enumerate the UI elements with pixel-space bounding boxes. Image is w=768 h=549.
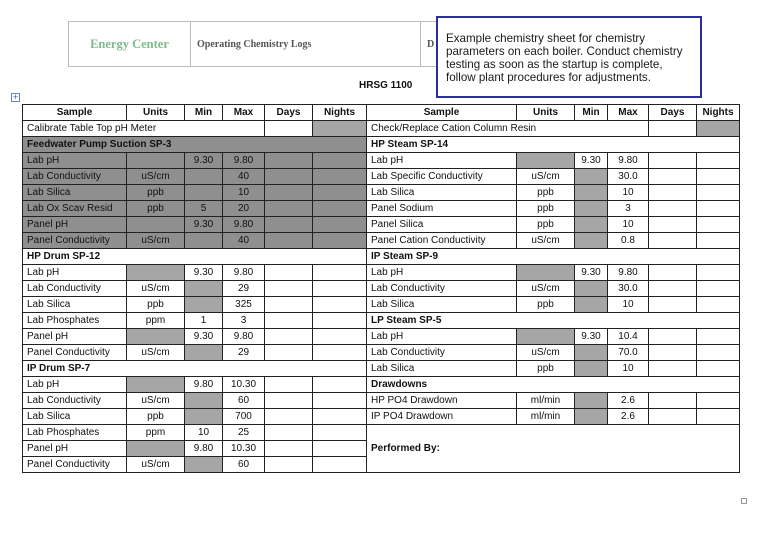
table-row <box>23 137 740 153</box>
days-entry[interactable] <box>649 361 697 377</box>
days-entry[interactable] <box>649 297 697 313</box>
sample-name: Lab Phosphates <box>23 425 127 441</box>
table-row <box>23 393 740 409</box>
nights-entry[interactable] <box>313 441 367 457</box>
sample-name: Lab Silica <box>367 185 517 201</box>
table-row <box>23 233 740 249</box>
nights-entry[interactable] <box>313 265 367 281</box>
table-row <box>23 153 740 169</box>
units-value: uS/cm <box>127 281 185 297</box>
table-header-row <box>23 105 740 121</box>
table-row <box>23 185 740 201</box>
table-row <box>23 281 740 297</box>
days-entry[interactable] <box>649 281 697 297</box>
sample-name: Lab Silica <box>23 409 127 425</box>
sample-name: Panel Conductivity <box>23 345 127 361</box>
sample-name: Lab Phosphates <box>23 313 127 329</box>
units-value: ppb <box>127 185 185 201</box>
operating-logs-title: Operating Chemistry Logs <box>191 22 421 66</box>
nights-entry[interactable] <box>313 313 367 329</box>
table-row <box>23 313 740 329</box>
table-row <box>23 121 740 137</box>
section-heading: LP Steam SP-5 <box>367 313 740 329</box>
max-value: 25 <box>223 425 265 441</box>
nights-entry[interactable] <box>697 361 740 377</box>
nights-entry[interactable] <box>313 233 367 249</box>
units-value: ppm <box>127 425 185 441</box>
min-value <box>575 281 608 297</box>
units-value: ppb <box>517 361 575 377</box>
sample-name: Panel Sodium <box>367 201 517 217</box>
units-value: uS/cm <box>127 457 185 473</box>
max-value: 9.80 <box>223 217 265 233</box>
days-entry[interactable] <box>649 393 697 409</box>
min-value <box>575 409 608 425</box>
section-heading: IP Steam SP-9 <box>367 249 740 265</box>
max-value: 9.80 <box>223 153 265 169</box>
min-value: 9.30 <box>185 265 223 281</box>
max-value: 10 <box>608 185 649 201</box>
max-value: 2.6 <box>608 409 649 425</box>
min-value <box>185 169 223 185</box>
min-value: 9.80 <box>185 377 223 393</box>
max-value: 0.8 <box>608 233 649 249</box>
min-value: 9.80 <box>185 441 223 457</box>
section-heading: IP Drum SP-7 <box>23 361 367 377</box>
sample-name: IP PO4 Drawdown <box>367 409 517 425</box>
max-value: 9.80 <box>223 265 265 281</box>
days-entry[interactable] <box>265 425 313 441</box>
hrsg-title: HRSG 1100 <box>359 80 413 91</box>
nights-entry[interactable] <box>313 345 367 361</box>
days-entry[interactable] <box>649 121 697 137</box>
nights-entry[interactable] <box>697 393 740 409</box>
document-header <box>68 21 488 67</box>
days-entry[interactable] <box>649 153 697 169</box>
min-value: 9.30 <box>575 153 608 169</box>
max-value: 10 <box>608 361 649 377</box>
max-value: 3 <box>223 313 265 329</box>
nights-entry[interactable] <box>313 281 367 297</box>
min-value <box>185 185 223 201</box>
units-value: uS/cm <box>127 393 185 409</box>
max-value: 10 <box>223 185 265 201</box>
sample-name: Lab Specific Conductivity <box>367 169 517 185</box>
col-header-days: Days <box>649 105 697 121</box>
sample-name: Lab Conductivity <box>23 393 127 409</box>
sample-name: Lab pH <box>367 153 517 169</box>
sample-name: Panel pH <box>23 217 127 233</box>
table-row <box>23 297 740 313</box>
days-entry[interactable] <box>265 409 313 425</box>
days-entry[interactable] <box>649 201 697 217</box>
max-value: 700 <box>223 409 265 425</box>
days-entry[interactable] <box>265 201 313 217</box>
days-entry[interactable] <box>265 345 313 361</box>
nights-entry[interactable] <box>313 217 367 233</box>
sample-name: Lab Silica <box>367 361 517 377</box>
days-entry[interactable] <box>265 281 313 297</box>
min-value <box>575 185 608 201</box>
units-value: uS/cm <box>127 233 185 249</box>
days-entry[interactable] <box>649 169 697 185</box>
max-value: 325 <box>223 297 265 313</box>
days-entry[interactable] <box>649 185 697 201</box>
table-move-handle-icon[interactable]: + <box>12 92 19 102</box>
col-header-max: Max <box>223 105 265 121</box>
units-value <box>127 329 185 345</box>
units-value: ppb <box>127 297 185 313</box>
max-value: 60 <box>223 457 265 473</box>
nights-entry[interactable] <box>313 409 367 425</box>
max-value: 40 <box>223 169 265 185</box>
sample-name: Lab pH <box>23 265 127 281</box>
col-header-nights: Nights <box>697 105 740 121</box>
col-header-days: Days <box>265 105 313 121</box>
page-corner-marker <box>741 498 747 504</box>
col-header-nights: Nights <box>313 105 367 121</box>
nights-entry[interactable] <box>313 297 367 313</box>
days-entry[interactable] <box>649 409 697 425</box>
units-value: ml/min <box>517 393 575 409</box>
units-value <box>517 329 575 345</box>
section-heading: Drawdowns <box>367 377 740 393</box>
min-value: 9.30 <box>575 329 608 345</box>
units-value <box>517 265 575 281</box>
min-value: 9.30 <box>185 217 223 233</box>
sample-name: Panel pH <box>23 441 127 457</box>
days-entry[interactable] <box>265 153 313 169</box>
nights-entry[interactable] <box>697 233 740 249</box>
col-header-units: Units <box>127 105 185 121</box>
nights-entry[interactable] <box>697 121 740 137</box>
sample-name: Panel Conductivity <box>23 233 127 249</box>
units-value: uS/cm <box>517 169 575 185</box>
units-value: ppb <box>517 297 575 313</box>
sample-name: Lab Silica <box>23 185 127 201</box>
min-value: 9.30 <box>185 329 223 345</box>
sample-name: Panel Silica <box>367 217 517 233</box>
col-header-sample: Sample <box>23 105 127 121</box>
units-value <box>127 217 185 233</box>
col-header-sample: Sample <box>367 105 517 121</box>
days-entry[interactable] <box>649 345 697 361</box>
sample-name: Lab pH <box>23 377 127 393</box>
days-entry[interactable] <box>265 121 313 137</box>
max-value: 20 <box>223 201 265 217</box>
units-value: ppb <box>127 201 185 217</box>
col-header-min: Min <box>575 105 608 121</box>
table-row <box>23 409 740 425</box>
units-value: uS/cm <box>127 169 185 185</box>
nights-entry[interactable] <box>697 409 740 425</box>
nights-entry[interactable] <box>697 297 740 313</box>
header-truncated-text: D <box>427 38 435 50</box>
days-entry[interactable] <box>265 265 313 281</box>
nights-entry[interactable] <box>313 121 367 137</box>
days-entry[interactable] <box>265 457 313 473</box>
table-row <box>23 425 740 441</box>
sample-name: Panel Conductivity <box>23 457 127 473</box>
min-value <box>185 409 223 425</box>
nights-entry[interactable] <box>313 169 367 185</box>
units-value: uS/cm <box>127 345 185 361</box>
units-value <box>127 153 185 169</box>
units-value: ml/min <box>517 409 575 425</box>
max-value: 40 <box>223 233 265 249</box>
nights-entry[interactable] <box>313 457 367 473</box>
sample-name: Lab Silica <box>23 297 127 313</box>
days-entry[interactable] <box>265 393 313 409</box>
days-entry[interactable] <box>265 297 313 313</box>
sample-name: HP PO4 Drawdown <box>367 393 517 409</box>
sample-name: Panel pH <box>23 329 127 345</box>
table-row <box>23 169 740 185</box>
min-value <box>575 393 608 409</box>
max-value: 60 <box>223 393 265 409</box>
min-value <box>185 281 223 297</box>
days-entry[interactable] <box>265 233 313 249</box>
units-value <box>127 265 185 281</box>
days-entry[interactable] <box>265 329 313 345</box>
table-row <box>23 345 740 361</box>
max-value: 30.0 <box>608 169 649 185</box>
min-value <box>575 233 608 249</box>
sample-name: Panel Cation Conductivity <box>367 233 517 249</box>
table-row <box>23 361 740 377</box>
min-value: 1 <box>185 313 223 329</box>
nights-entry[interactable] <box>697 169 740 185</box>
table-row <box>23 265 740 281</box>
min-value <box>185 457 223 473</box>
nights-entry[interactable] <box>313 153 367 169</box>
units-value <box>127 377 185 393</box>
min-value: 5 <box>185 201 223 217</box>
max-value: 3 <box>608 201 649 217</box>
days-entry[interactable] <box>265 217 313 233</box>
units-value: uS/cm <box>517 233 575 249</box>
days-entry[interactable] <box>265 313 313 329</box>
min-value <box>575 345 608 361</box>
callout-note: Example chemistry sheet for chemistry parameters on each boiler. Conduct chemistry testing as soon as the startup is complete, follow plant procedures for adjustments. <box>436 16 702 98</box>
min-value <box>575 361 608 377</box>
days-entry[interactable] <box>265 169 313 185</box>
min-value: 10 <box>185 425 223 441</box>
max-value: 2.6 <box>608 393 649 409</box>
section-heading: HP Steam SP-14 <box>367 137 740 153</box>
min-value <box>575 169 608 185</box>
nights-entry[interactable] <box>697 153 740 169</box>
sample-name: Lab Conductivity <box>367 345 517 361</box>
sample-name: Lab pH <box>367 329 517 345</box>
units-value: uS/cm <box>517 345 575 361</box>
days-entry[interactable] <box>649 217 697 233</box>
min-value <box>185 345 223 361</box>
sample-name: Lab Conductivity <box>23 281 127 297</box>
nights-entry[interactable] <box>313 329 367 345</box>
max-value: 10.30 <box>223 377 265 393</box>
sample-name <box>23 201 127 217</box>
min-value: 9.30 <box>185 153 223 169</box>
sample-name-text: Lab Ox Scav Resid <box>27 203 113 214</box>
section-heading: Feedwater Pump Suction SP-3 <box>23 137 367 153</box>
table-row <box>23 217 740 233</box>
units-value: ppb <box>517 185 575 201</box>
days-entry[interactable] <box>265 185 313 201</box>
min-value <box>185 233 223 249</box>
section-heading: HP Drum SP-12 <box>23 249 367 265</box>
table-row <box>23 249 740 265</box>
col-header-min: Min <box>185 105 223 121</box>
days-entry[interactable] <box>649 265 697 281</box>
max-value: 10.4 <box>608 329 649 345</box>
days-entry[interactable] <box>649 233 697 249</box>
task-label: Calibrate Table Top pH Meter <box>23 121 265 137</box>
nights-entry[interactable] <box>697 329 740 345</box>
nights-entry[interactable] <box>697 281 740 297</box>
days-entry[interactable] <box>265 441 313 457</box>
days-entry[interactable] <box>649 329 697 345</box>
sample-name: Lab Conductivity <box>23 169 127 185</box>
sample-name: Lab pH <box>367 265 517 281</box>
nights-entry[interactable] <box>697 265 740 281</box>
min-value <box>185 393 223 409</box>
min-value <box>575 297 608 313</box>
min-value <box>575 217 608 233</box>
min-value: 9.30 <box>575 265 608 281</box>
nights-entry[interactable] <box>313 185 367 201</box>
units-value <box>517 153 575 169</box>
units-value: ppb <box>517 201 575 217</box>
nights-entry[interactable] <box>697 345 740 361</box>
task-label: Check/Replace Cation Column Resin <box>367 121 649 137</box>
max-value: 70.0 <box>608 345 649 361</box>
max-value: 9.80 <box>608 153 649 169</box>
units-value: ppb <box>127 409 185 425</box>
performed-by-label: Performed By: <box>367 425 740 473</box>
max-value: 9.80 <box>223 329 265 345</box>
chemistry-log-table <box>22 104 740 473</box>
table-row <box>23 329 740 345</box>
units-value <box>127 441 185 457</box>
sample-name: Lab Conductivity <box>367 281 517 297</box>
max-value: 10 <box>608 297 649 313</box>
nights-entry[interactable] <box>697 185 740 201</box>
max-value: 10 <box>608 217 649 233</box>
max-value: 9.80 <box>608 265 649 281</box>
energy-center-logo-text: Energy Center <box>69 22 191 66</box>
units-value: uS/cm <box>517 281 575 297</box>
sample-name: Lab pH <box>23 153 127 169</box>
nights-entry[interactable] <box>313 377 367 393</box>
min-value <box>575 201 608 217</box>
sample-name: Lab Silica <box>367 297 517 313</box>
nights-entry[interactable] <box>697 201 740 217</box>
table-row <box>23 377 740 393</box>
nights-entry[interactable] <box>697 217 740 233</box>
nights-entry[interactable] <box>313 425 367 441</box>
nights-entry[interactable] <box>313 201 367 217</box>
days-entry[interactable] <box>265 377 313 393</box>
units-value: ppm <box>127 313 185 329</box>
table-row <box>23 201 740 217</box>
nights-entry[interactable] <box>313 393 367 409</box>
max-value: 29 <box>223 345 265 361</box>
max-value: 29 <box>223 281 265 297</box>
col-header-max: Max <box>608 105 649 121</box>
col-header-units: Units <box>517 105 575 121</box>
max-value: 10.30 <box>223 441 265 457</box>
units-value: ppb <box>517 217 575 233</box>
max-value: 30.0 <box>608 281 649 297</box>
min-value <box>185 297 223 313</box>
